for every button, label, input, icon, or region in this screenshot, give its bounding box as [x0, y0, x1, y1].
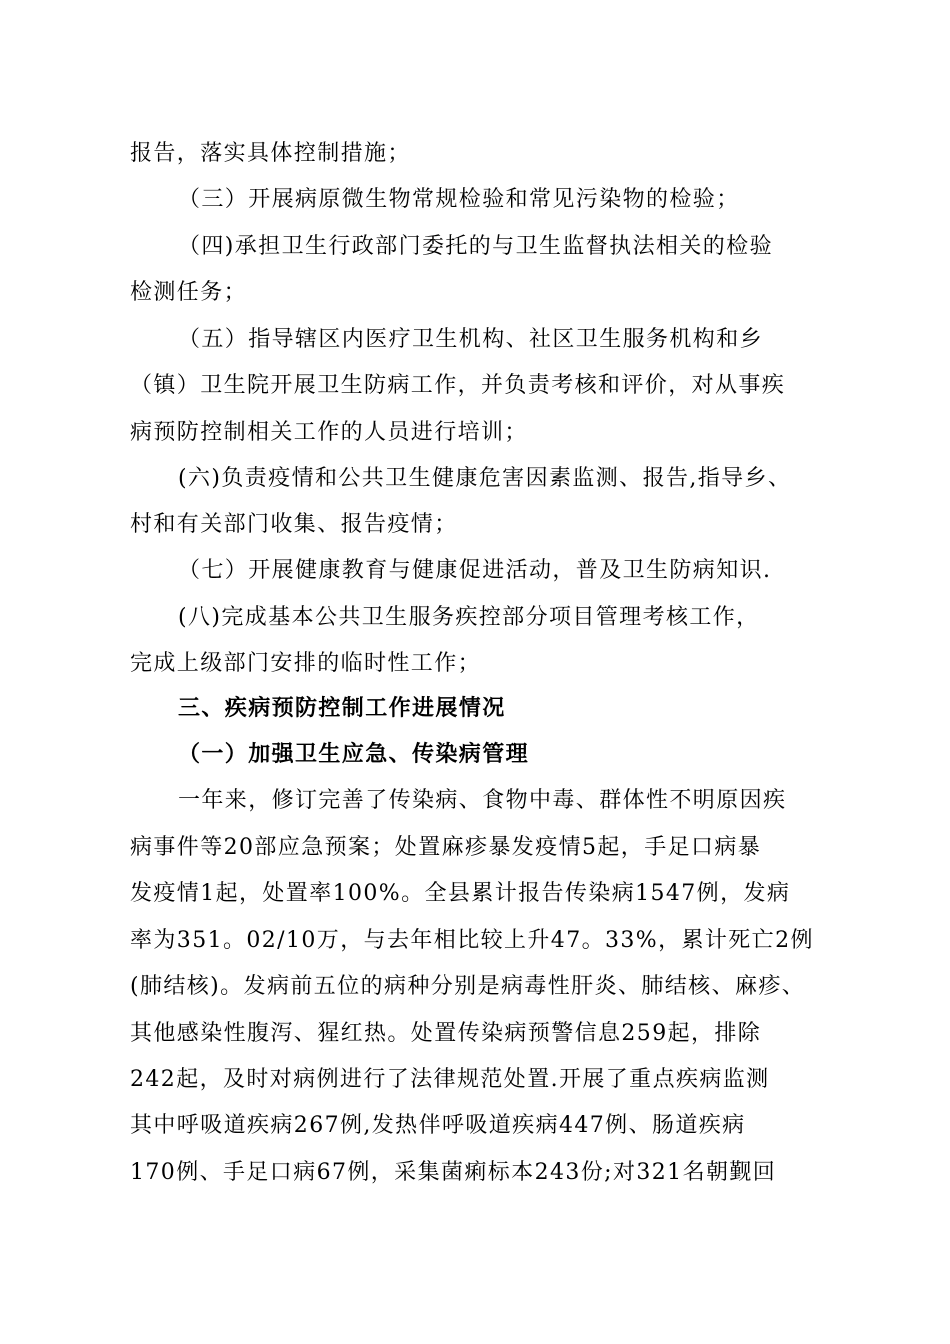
text-line: 170例、手足口病67例，采集菌痢标本243份;对321名朝觐回 [130, 1160, 777, 1185]
text-line: 村和有关部门收集、报告疫情； [130, 512, 458, 537]
text-line: 其中呼吸道疾病267例,发热伴呼吸道疾病447例、肠道疾病 [130, 1113, 746, 1138]
text-line: 报告，落实具体控制措施； [130, 141, 411, 166]
text-line: 一年来，修订完善了传染病、食物中毒、群体性不明原因疾 [178, 788, 787, 813]
text-line: 病预防控制相关工作的人员进行培训； [130, 420, 528, 445]
text-line: 完成上级部门安排的临时性工作； [130, 651, 482, 676]
subsection-heading: （一）加强卫生应急、传染病管理 [178, 742, 530, 767]
text-line: (六)负责疫情和公共卫生健康危害因素监测、报告,指导乡、 [178, 466, 792, 491]
text-line: （五）指导辖区内医疗卫生机构、社区卫生服务机构和乡 [178, 327, 764, 352]
text-line: （镇）卫生院开展卫生防病工作，并负责考核和评价，对从事疾 [130, 373, 786, 398]
text-line: （七）开展健康教育与健康促进活动，普及卫生防病知识. [178, 558, 772, 583]
section-heading: 三、疾病预防控制工作进展情况 [178, 696, 506, 721]
text-line: 检测任务； [130, 280, 248, 305]
text-line: 242起，及时对病例进行了法律规范处置.开展了重点疾病监测 [130, 1067, 770, 1092]
text-line: (肺结核)。发病前五位的病种分别是病毒性肝炎、肺结核、麻疹、 [130, 974, 806, 999]
text-line: 病事件等20部应急预案；处置麻疹暴发疫情5起，手足口病暴 [130, 835, 762, 860]
text-line: （四)承担卫生行政部门委托的与卫生监督执法相关的检验 [178, 234, 773, 259]
text-line: 发疫情1起，处置率100%。全县累计报告传染病1547例，发病 [130, 881, 791, 906]
text-line: 其他感染性腹泻、猩红热。处置传染病预警信息259起，排除 [130, 1021, 762, 1046]
text-line: 率为351。02/10万，与去年相比较上升47。33%，累计死亡2例 [130, 928, 814, 953]
text-line: (八)完成基本公共卫生服务疾控部分项目管理考核工作， [178, 605, 760, 630]
text-line: （三）开展病原微生物常规检验和常见污染物的检验； [178, 187, 740, 212]
